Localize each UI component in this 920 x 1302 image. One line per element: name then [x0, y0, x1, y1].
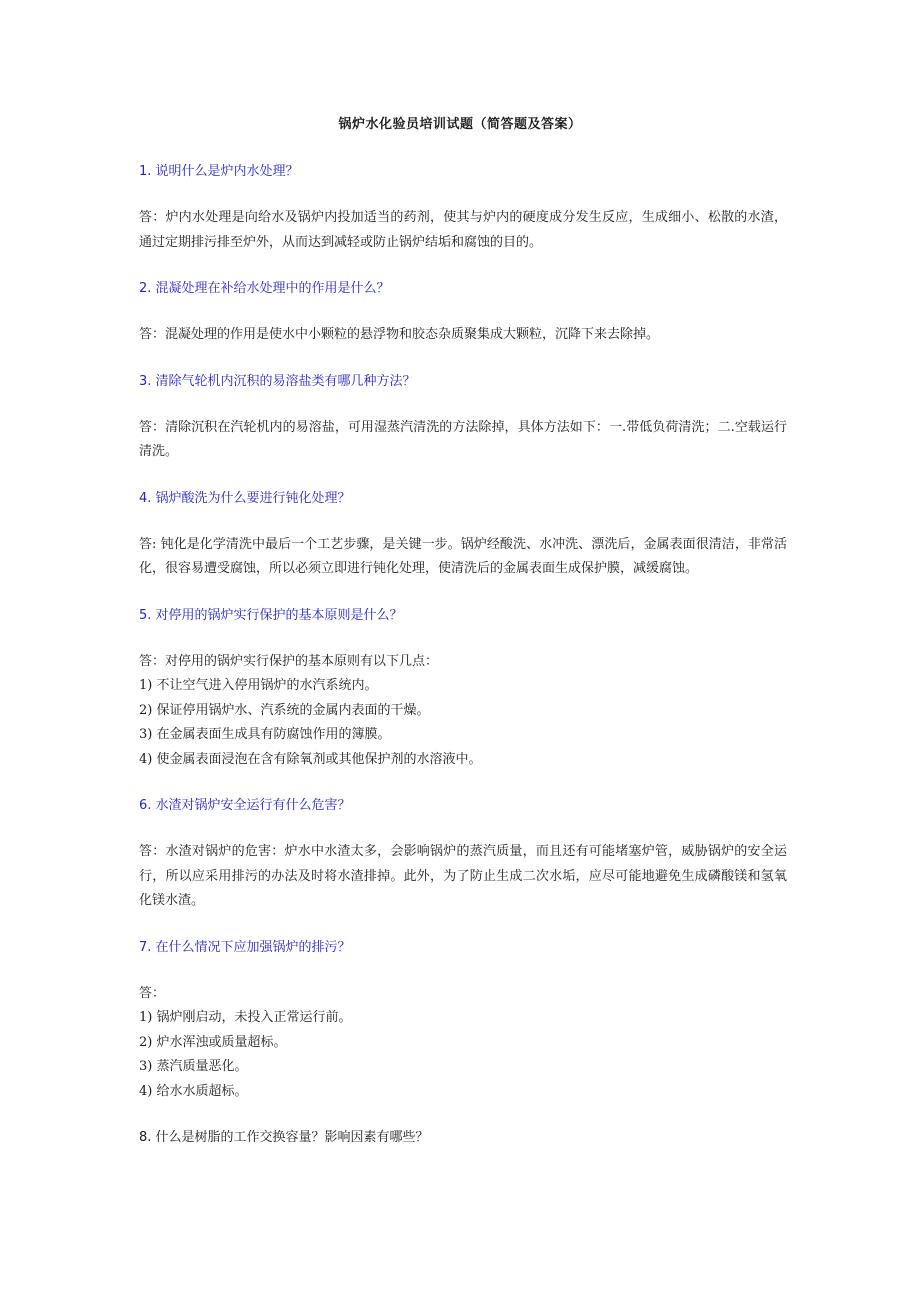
answer-3 [139, 416, 787, 465]
answer-line: 答：水渣对锅炉的危害：炉水中水渣太多，会影响锅炉的蒸汽质量，而且还有可能堵塞炉管，威胁锅炉的安全运行，所以应采用排污的办法及时将水渣排掉。此外，为了防止生成二次水垢，应尽可能地避免生成磷酸镁和氢氧化镁水渣。 [139, 844, 787, 908]
answer-list-item: 3) 蒸汽质量恶化。 [139, 1059, 248, 1074]
question-2: 2. 混凝处理在补给水处理中的作用是什么？ [139, 281, 390, 296]
answer-line: 答：炉内水处理是向给水及锅炉内投加适当的药剂，使其与炉内的硬度成分发生反应，生成细小、松散的水渣，通过定期排污排至炉外，从而达到减轻或防止锅炉结垢和腐蚀的目的。 [139, 210, 787, 250]
answer-4 [139, 533, 787, 582]
answer-line: 答：对停用的锅炉实行保护的基本原则有以下几点： [139, 653, 439, 669]
answer-7 [139, 982, 787, 1105]
answer-line: 答：清除沉积在汽轮机内的易溶盐，可用湿蒸汽清洗的方法除掉，具体方法如下：一.带低负荷清洗；二.空载运行清洗。 [139, 419, 787, 459]
question-1: 1. 说明什么是炉内水处理？ [139, 164, 299, 179]
answer-list-item: 1) 锅炉刚启动，未投入正常运行前。 [139, 1010, 352, 1025]
question-5: 5. 对停用的锅炉实行保护的基本原则是什么？ [139, 607, 403, 623]
answer-list-item: 4) 使金属表面浸泡在含有除氧剂或其他保护剂的水溶液中。 [139, 751, 482, 767]
answer-1 [139, 206, 787, 255]
answer-2 [139, 323, 787, 348]
answer-line: 答：混凝处理的作用是使水中小颗粒的悬浮物和胶态杂质聚集成大颗粒，沉降下来去除掉。 [139, 327, 660, 342]
answer-list-item: 4) 给水水质超标。 [139, 1083, 248, 1099]
answer-list-item: 1) 不让空气进入停用锅炉的水汽系统内。 [139, 678, 378, 693]
answer-list-item: 3) 在金属表面生成具有防腐蚀作用的簿膜。 [139, 727, 391, 742]
answer-5 [139, 650, 787, 773]
question-6: 6. 水渣对锅炉安全运行有什么危害？ [139, 798, 351, 813]
document-title: 锅炉水化验员培训试题（简答题及答案） [338, 117, 582, 132]
question-4: 4. 锅炉酸洗为什么要进行钝化处理？ [139, 490, 351, 506]
question-3: 3. 清除气轮机内沉积的易溶盐类有哪几种方法？ [139, 373, 416, 389]
answer-list-item: 2) 保证停用锅炉水、汽系统的金属内表面的干燥。 [139, 702, 430, 718]
document-body [139, 160, 787, 1172]
answer-line: 答： [139, 985, 166, 1001]
answer-6 [139, 840, 787, 914]
answer-line: 答: 钝化是化学清洗中最后一个工艺步骤，是关键一步。锅炉经酸洗、水冲洗、漂洗后，金属表面很清洁，非常活化，很容易遭受腐蚀，所以必须立即进行钝化处理，使清洗后的金属表面生成保护膜，减缓腐蚀。 [139, 536, 787, 576]
question-8: 8. 什么是树脂的工作交换容量？影响因素有哪些？ [139, 1130, 429, 1145]
answer-list-item: 2) 炉水浑浊或质量超标。 [139, 1034, 287, 1050]
question-7: 7. 在什么情况下应加强锅炉的排污？ [139, 939, 351, 955]
